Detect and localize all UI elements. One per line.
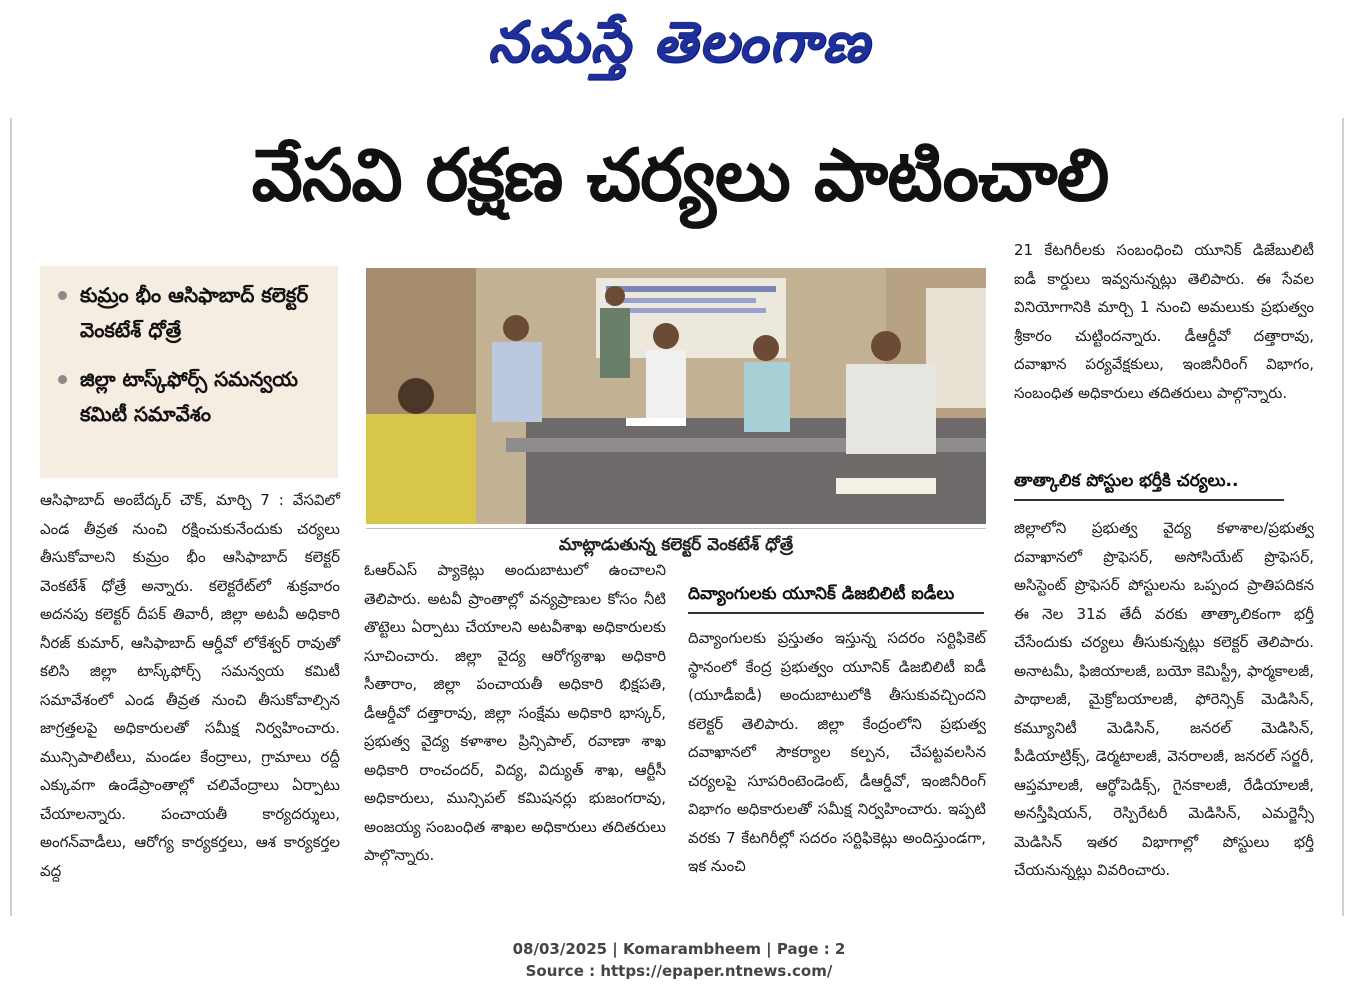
column-text: దివ్యాంగులకు ప్రస్తుతం ఇస్తున్న సదరం సర్టిఫికెట్ స్థానంలో కేంద్ర ప్రభుత్వం యూనిక్ డిజబిలిటీ ఐడీ (యూడీఐడీ) అందుబాటులోకి తీసుకువచ్చిందని కలెక్టర్ తెలిపారు. జిల్లా కేంద్రంలోని ప్రభుత్వ దవాఖానలో సౌకర్యాల కల్పన, చేపట్టవలసిన చర్యలపై సూపరింటెండెంట్, డీఆర్డీవో, ఇంజినీరింగ్ విభాగం అధికారులతో సమీక్ష నిర్వహించారు. ఇప్పటి వరకు 7 కేటగిరీల్లో సదరం సర్టిఫికెట్లు అందిస్తుండగా, ఇక నుంచి xyxy=(688,629,986,875)
column-text: ఆసిఫాబాద్ అంబేద్కర్ చౌక్, మార్చి 7 : వేసవిలో ఎండ తీవ్రత నుంచి రక్షించుకునేందుకు చర్యలు తీసుకోవాలని కుమ్రం భీం ఆసిఫాబాద్ కలెక్టర్ వెంకటేశ్ ధోత్రే అన్నారు. కలెక్టరేట్‌లో శుక్రవారం అదనపు కలెక్టర్ దీపక్ తివారీ, జిల్లా అటవీ అధికారి నీరజ్ కుమార్, ఆసిఫాబాద్ ఆర్డీవో లోకేశ్వర్ రావుతో కలిసి జిల్లా టాస్క్‌ఫోర్స్ సమన్వయ కమిటీ సమావేశంలో ఎండ తీవ్రత నుంచి తీసుకోవాల్సిన జాగ్రత్తలపై అధికారులతో సమీక్ష నిర్వహించారు. మున్సిపాలిటీలు, మండల కేంద్రాలు, గ్రామాలు రద్దీ ఎక్కువగా ఉండేప్రాంతాల్లో చలివేంద్రాలు ఏర్పాటు చేయాలన్నారు. పంచాయతీ కార్యదర్శులు, అంగన్‌వాడీలు, ఆరోగ్య కార్యకర్తలు, ఆశ కార్యకర్తల వద్ద xyxy=(40,491,340,880)
highlight-item xyxy=(58,362,328,432)
footer-date-edition: 08/03/2025 | Komarambheem | Page : 2 xyxy=(512,940,846,958)
frame-left-border xyxy=(10,118,12,916)
article-column-4-top xyxy=(1014,236,1314,407)
frame-right-border xyxy=(1342,118,1344,916)
column-3-subheading: దివ్యాంగులకు యూనిక్ డిజబిలిటీ ఐడీలు xyxy=(688,584,955,604)
column-text: 21 కేటగిరీలకు సంబంధించి యూనిక్ డిజేబులిటీ ఐడీ కార్డులు ఇవ్వనున్నట్లు తెలిపారు. ఈ సేవల వినియోగానికి మార్చి 1 నుంచి అమలుకు ప్రభుత్వం శ్రీకారం చుట్టిందన్నారు. డీఆర్డీవో దత్తారావు, దవాఖాన పర్యవేక్షకులు, ఇంజినీరింగ్ విభాగం, సంబంధిత అధికారులు తదితరులు పాల్గొన్నారు. xyxy=(1014,241,1314,402)
bullet-icon xyxy=(58,291,67,300)
meeting-photo xyxy=(366,268,986,524)
subheading-underline xyxy=(688,612,984,614)
column-4-subheading: తాత్కాలిక పోస్టుల భర్తీకి చర్యలు.. xyxy=(1014,471,1239,491)
column-text: జిల్లాలోని ప్రభుత్వ వైద్య కళాశాల/ప్రభుత్వ దవాఖానలో ప్రొఫెసర్, అసోసియేట్ ప్రొఫెసర్, అసిస్టెంట్ ప్రొఫెసర్ పోస్టులను ఒప్పంద ప్రాతిపదికన ఈ నెల 31వ తేదీ వరకు తాత్కాలికంగా భర్తీ చేసేందుకు చర్యలు తీసుకున్నట్లు కలెక్టర్ తెలిపారు. అనాటమీ, ఫిజియాలజీ, బయో కెమిస్ట్రీ, ఫార్మకాలజీ, పాథాలజీ, మైక్రోబయాలజీ, ఫోరెన్సిక్ మెడిసిన్, కమ్యూనిటీ మెడిసిన్, జనరల్ మెడిసిన్, పీడియాట్రిక్స్, డెర్మటాలజీ, వెనరాలజీ, జనరల్ సర్జరీ, ఆప్తమాలజీ, ఆర్థోపెడిక్స్, గైనకాలజీ, రేడియాలజీ, అనస్తీషియన్, రెస్పిరేటరీ మెడిసిన్, ఎమర్జెన్సీ మెడిసిన్ ఇతర విభాగాల్లో పోస్టులు భర్తీ చేయనున్నట్లు వివరించారు. xyxy=(1014,519,1314,879)
footer-source: Source : https://epaper.ntnews.com/ xyxy=(525,962,833,980)
article-column-1 xyxy=(40,486,340,885)
column-text: ఓఆర్ఎస్ ప్యాకెట్లు అందుబాటులో ఉంచాలని తెలిపారు. అటవీ ప్రాంతాల్లో వన్యప్రాణుల కోసం నీటి తొట్టెలు ఏర్పాటు చేయాలని అటవీశాఖ అధికారులకు సూచించారు. జిల్లా వైద్య ఆరోగ్యశాఖ అధికారి సీతారాం, జిల్లా పంచాయతీ అధికారి భిక్షపతి, డీఆర్డీవో దత్తారావు, జిల్లా సంక్షేమ అధికారి భాస్కర్, ప్రభుత్వ వైద్య కళాశాల ప్రిన్సిపాల్, రవాణా శాఖ అధికారి రాంచందర్, విద్య, విద్యుత్ శాఖ, ఆర్టీసీ అధికారులు, మున్సిపల్ కమిషనర్లు భుజంగరావు, అంజయ్య సంబంధిత శాఖల అధికారులు తదితరులు పాల్గొన్నారు. xyxy=(364,561,666,864)
article-column-3 xyxy=(688,624,986,881)
article-headline: వేసవి రక్షణ చర్యలు పాటించాలి xyxy=(251,133,1109,217)
highlight-item xyxy=(58,278,328,348)
article-column-2 xyxy=(364,556,666,870)
highlight-text: కుమ్రం భీం ఆసిఫాబాద్ కలెక్టర్ వెంకటేశ్ ధోత్రే xyxy=(80,283,309,342)
subheading-underline xyxy=(1014,499,1284,501)
article-column-4-bottom xyxy=(1014,514,1314,885)
meeting-photo-illustration xyxy=(366,268,986,524)
bullet-icon xyxy=(58,375,67,384)
caption-divider xyxy=(366,528,986,529)
highlight-text: జిల్లా టాస్క్‌ఫోర్స్ సమన్వయ కమిటీ సమావేశం xyxy=(80,367,298,426)
highlights-box xyxy=(40,266,338,478)
photo-caption: మాట్లాడుతున్న కలెక్టర్ వెంకటేశ్ ధోత్రే xyxy=(558,535,794,555)
newspaper-masthead: నమస్తే తెలంగాణ xyxy=(487,9,871,75)
